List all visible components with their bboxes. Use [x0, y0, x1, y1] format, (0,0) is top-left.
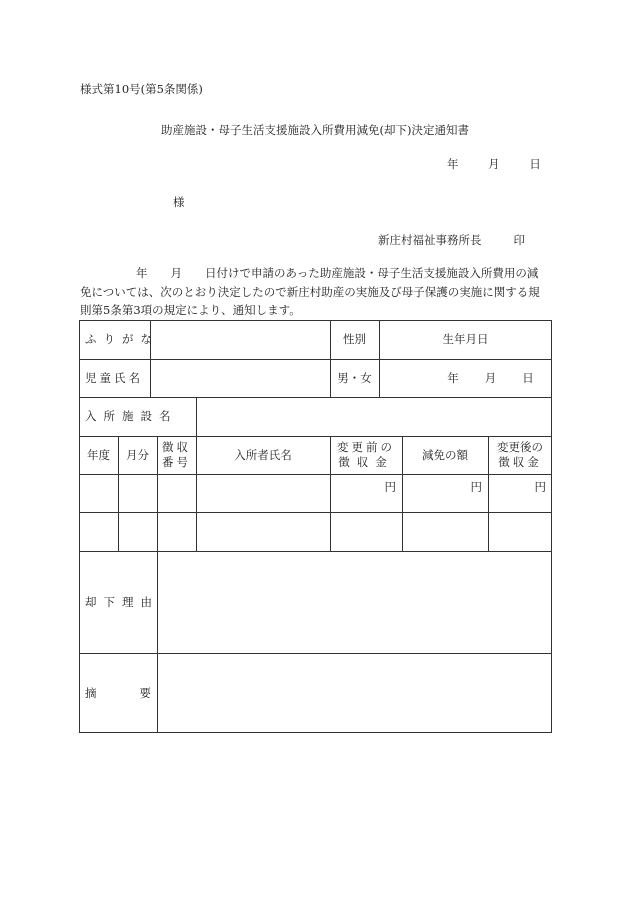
rejection-reason-label: 却下理由	[85, 594, 159, 609]
birthdate-field[interactable]	[379, 359, 552, 397]
body-line-1: 年 月 日付けで申請のあった助産施設・母子生活支援施設入所費用の減	[136, 266, 539, 280]
fiscal-year-header: 年度	[87, 447, 110, 462]
after-change-header-line1: 変更後の	[497, 440, 543, 454]
remarks-label	[79, 653, 157, 733]
remarks-label-char2: 要	[139, 685, 151, 700]
after-change-header	[488, 436, 552, 474]
facility-label: 入所施設名	[85, 409, 178, 423]
before-change-header-line1: 変更前の	[337, 440, 395, 454]
gender-options[interactable]: 男・女	[337, 370, 372, 385]
reduction-amount-header: 減免の額	[422, 447, 468, 462]
yen-after: 円	[534, 480, 546, 494]
before-change-header	[330, 436, 402, 474]
issuer-name: 新庄村福祉事務所長	[378, 233, 482, 247]
yen-reduction: 円	[470, 480, 482, 494]
date-month: 月	[488, 157, 500, 171]
notice-table	[79, 320, 552, 733]
body-line-3: 則第5条第3項の規定により、通知します。	[80, 303, 301, 317]
facility-field[interactable]	[196, 397, 552, 436]
issuer	[378, 232, 525, 248]
child-name-label: 児童氏名	[85, 370, 143, 385]
child-name-field[interactable]	[150, 359, 330, 397]
issue-date	[447, 156, 541, 172]
rejection-reason-field[interactable]	[157, 551, 552, 653]
addressee: 様	[173, 195, 185, 209]
birth-day: 日	[522, 370, 534, 385]
document-title: 助産施設・母子生活支援施設入所費用減免(却下)決定通知書	[161, 123, 469, 137]
birthdate-label: 生年月日	[442, 332, 489, 346]
remarks-label-char1: 摘	[85, 685, 97, 700]
gender-label: 性別	[343, 332, 366, 346]
month-header: 月分	[126, 447, 149, 462]
yen-before: 円	[384, 480, 396, 494]
birth-year: 年	[447, 370, 459, 385]
birth-month: 月	[484, 370, 497, 385]
form-number: 様式第10号(第5条関係)	[80, 82, 203, 96]
collection-number-header-line2: 番号	[162, 455, 191, 469]
collection-number-header-line1: 徴収	[162, 440, 191, 454]
furigana-field[interactable]	[150, 320, 330, 359]
resident-name-header: 入所者氏名	[234, 447, 292, 462]
body-text	[80, 264, 552, 320]
body-line-2: 免については、次のとおり決定したので新庄村助産の実施及び母子保護の実施に関する規	[80, 284, 540, 299]
remarks-field[interactable]	[157, 653, 552, 733]
date-day: 日	[529, 157, 541, 171]
before-change-header-line2: 徴収金	[338, 455, 394, 469]
seal-mark: 印	[513, 233, 525, 247]
date-year: 年	[447, 157, 459, 171]
collection-number-header	[157, 436, 196, 474]
after-change-header-line2: 徴収金	[498, 455, 542, 469]
furigana-label: ふりがな	[85, 332, 159, 346]
